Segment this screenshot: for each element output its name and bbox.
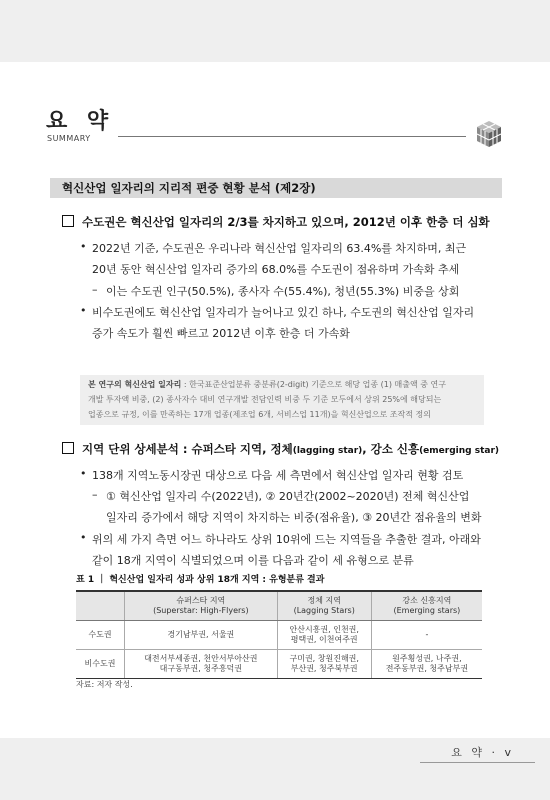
note-line: 개발 투자액 비중, (2) 종사자수 대비 연구개발 전담인력 비중 두 기준 모두에서 상위 25%에 해당되는: [88, 395, 442, 404]
dash-icon: –: [92, 488, 98, 501]
page-footer: 요 약 · v: [451, 746, 514, 759]
note-line: 본 연구의 혁신산업 일자리 : 한국표준산업분류 중분류(2-digit) 기준으로 해당 업종 (1) 매출액 중 연구: [88, 380, 446, 389]
summary-subtitle: SUMMARY: [47, 134, 91, 143]
bullet-dot-icon: •: [80, 304, 87, 317]
bullet-text: 138개 지역노동시장권 대상으로 다음 세 측면에서 혁신산업 일자리 현황 검토: [92, 469, 464, 482]
bullet-text: 2022년 기준, 수도권은 우리나라 혁신산업 일자리의 63.4%를 차지하며, 최근: [92, 242, 467, 255]
dash-icon: –: [92, 283, 98, 296]
table-cell: 안산시흥권, 인천권, 평택권, 이천여주권: [277, 621, 371, 650]
table-header-cell: 강소 신흥지역 (Emerging stars): [371, 591, 482, 621]
table-corner-cell: [76, 591, 125, 621]
table-cell: -: [371, 621, 482, 650]
regions-table: [76, 590, 482, 679]
cube-icon: [476, 120, 502, 148]
table-cell: 원주횡성권, 나주권, 전주동부권, 청주남부권: [371, 650, 482, 679]
checkbox-square-icon: [62, 215, 74, 227]
sub-bullet-text: 이는 수도권 인구(50.5%), 종사자 수(55.4%), 청년(55.3%) 비중을 상회: [106, 285, 460, 298]
table-row: [76, 650, 482, 679]
bullet-text: 같이 18개 지역이 식별되었으며 이를 다음과 같이 세 유형으로 분류: [92, 554, 414, 567]
footer-rule: [420, 762, 535, 763]
table-source: 자료: 저자 작성.: [76, 680, 133, 689]
bullet-text: 증가 속도가 훨씬 빠르고 2012년 이후 한층 더 가속화: [92, 327, 350, 340]
table-header-cell: 정체 지역 (Lagging Stars): [277, 591, 371, 621]
table-cell: 대전서부세종권, 천안서부아산권 대구동부권, 청주흥덕권: [125, 650, 278, 679]
note-line: 업종으로 규정, 이를 만족하는 17개 업종(제조업 6개, 서비스업 11개)을 혁신산업으로 조작적 정의: [88, 410, 431, 419]
sub-bullet-text: ① 혁신산업 일자리 수(2022년), ② 20년간(2002~2020년) 전체 혁신산업: [106, 490, 470, 503]
bullet-text: 20년 동안 혁신산업 일자리 증가의 68.0%를 수도권이 점유하며 가속화 추세: [92, 263, 460, 276]
summary-title: 요 약: [46, 109, 115, 134]
top-band: [0, 0, 550, 62]
bullet-dot-icon: •: [80, 531, 87, 544]
heading-metro-concentration: 수도권은 혁신산업 일자리의 2/3를 차지하고 있으며, 2012년 이후 한층 더 심화: [62, 214, 490, 230]
table-caption: 표 1 ｜ 혁신산업 일자리 성과 상위 18개 지역 : 유형분류 결과: [76, 575, 325, 585]
bullet-dot-icon: •: [80, 240, 87, 253]
table-cell: 구미권, 창원진해권, 부산권, 청주북부권: [277, 650, 371, 679]
table-row-label: 수도권: [76, 621, 125, 650]
table-header-cell: 슈퍼스타 지역 (Superstar: High-Flyers): [125, 591, 278, 621]
bullet-text: 비수도권에도 혁신산업 일자리가 늘어나고 있긴 하나, 수도권의 혁신산업 일자리: [92, 306, 475, 319]
table-row-label: 비수도권: [76, 650, 125, 679]
sub-bullet-text: 일자리 증가에서 해당 지역이 차지하는 비중(점유율), ③ 20년간 점유율의 변화: [106, 511, 482, 524]
summary-rule: [118, 136, 466, 137]
table-cell: 경기남부권, 서울권: [125, 621, 278, 650]
table-row: [76, 621, 482, 650]
section-title: 혁신산업 일자리의 지리적 편중 현황 분석 (제2장): [50, 178, 502, 198]
table-header-row: [76, 591, 482, 621]
bullet-dot-icon: •: [80, 467, 87, 480]
heading-regional-analysis: 지역 단위 상세분석 : 슈퍼스타 지역, 정체(lagging star), 강소 신흥(emerging star): [62, 441, 499, 457]
checkbox-square-icon: [62, 442, 74, 454]
bullet-text: 위의 세 가지 측면 어느 하나라도 상위 10위에 드는 지역들을 추출한 결과, 아래와: [92, 533, 481, 546]
